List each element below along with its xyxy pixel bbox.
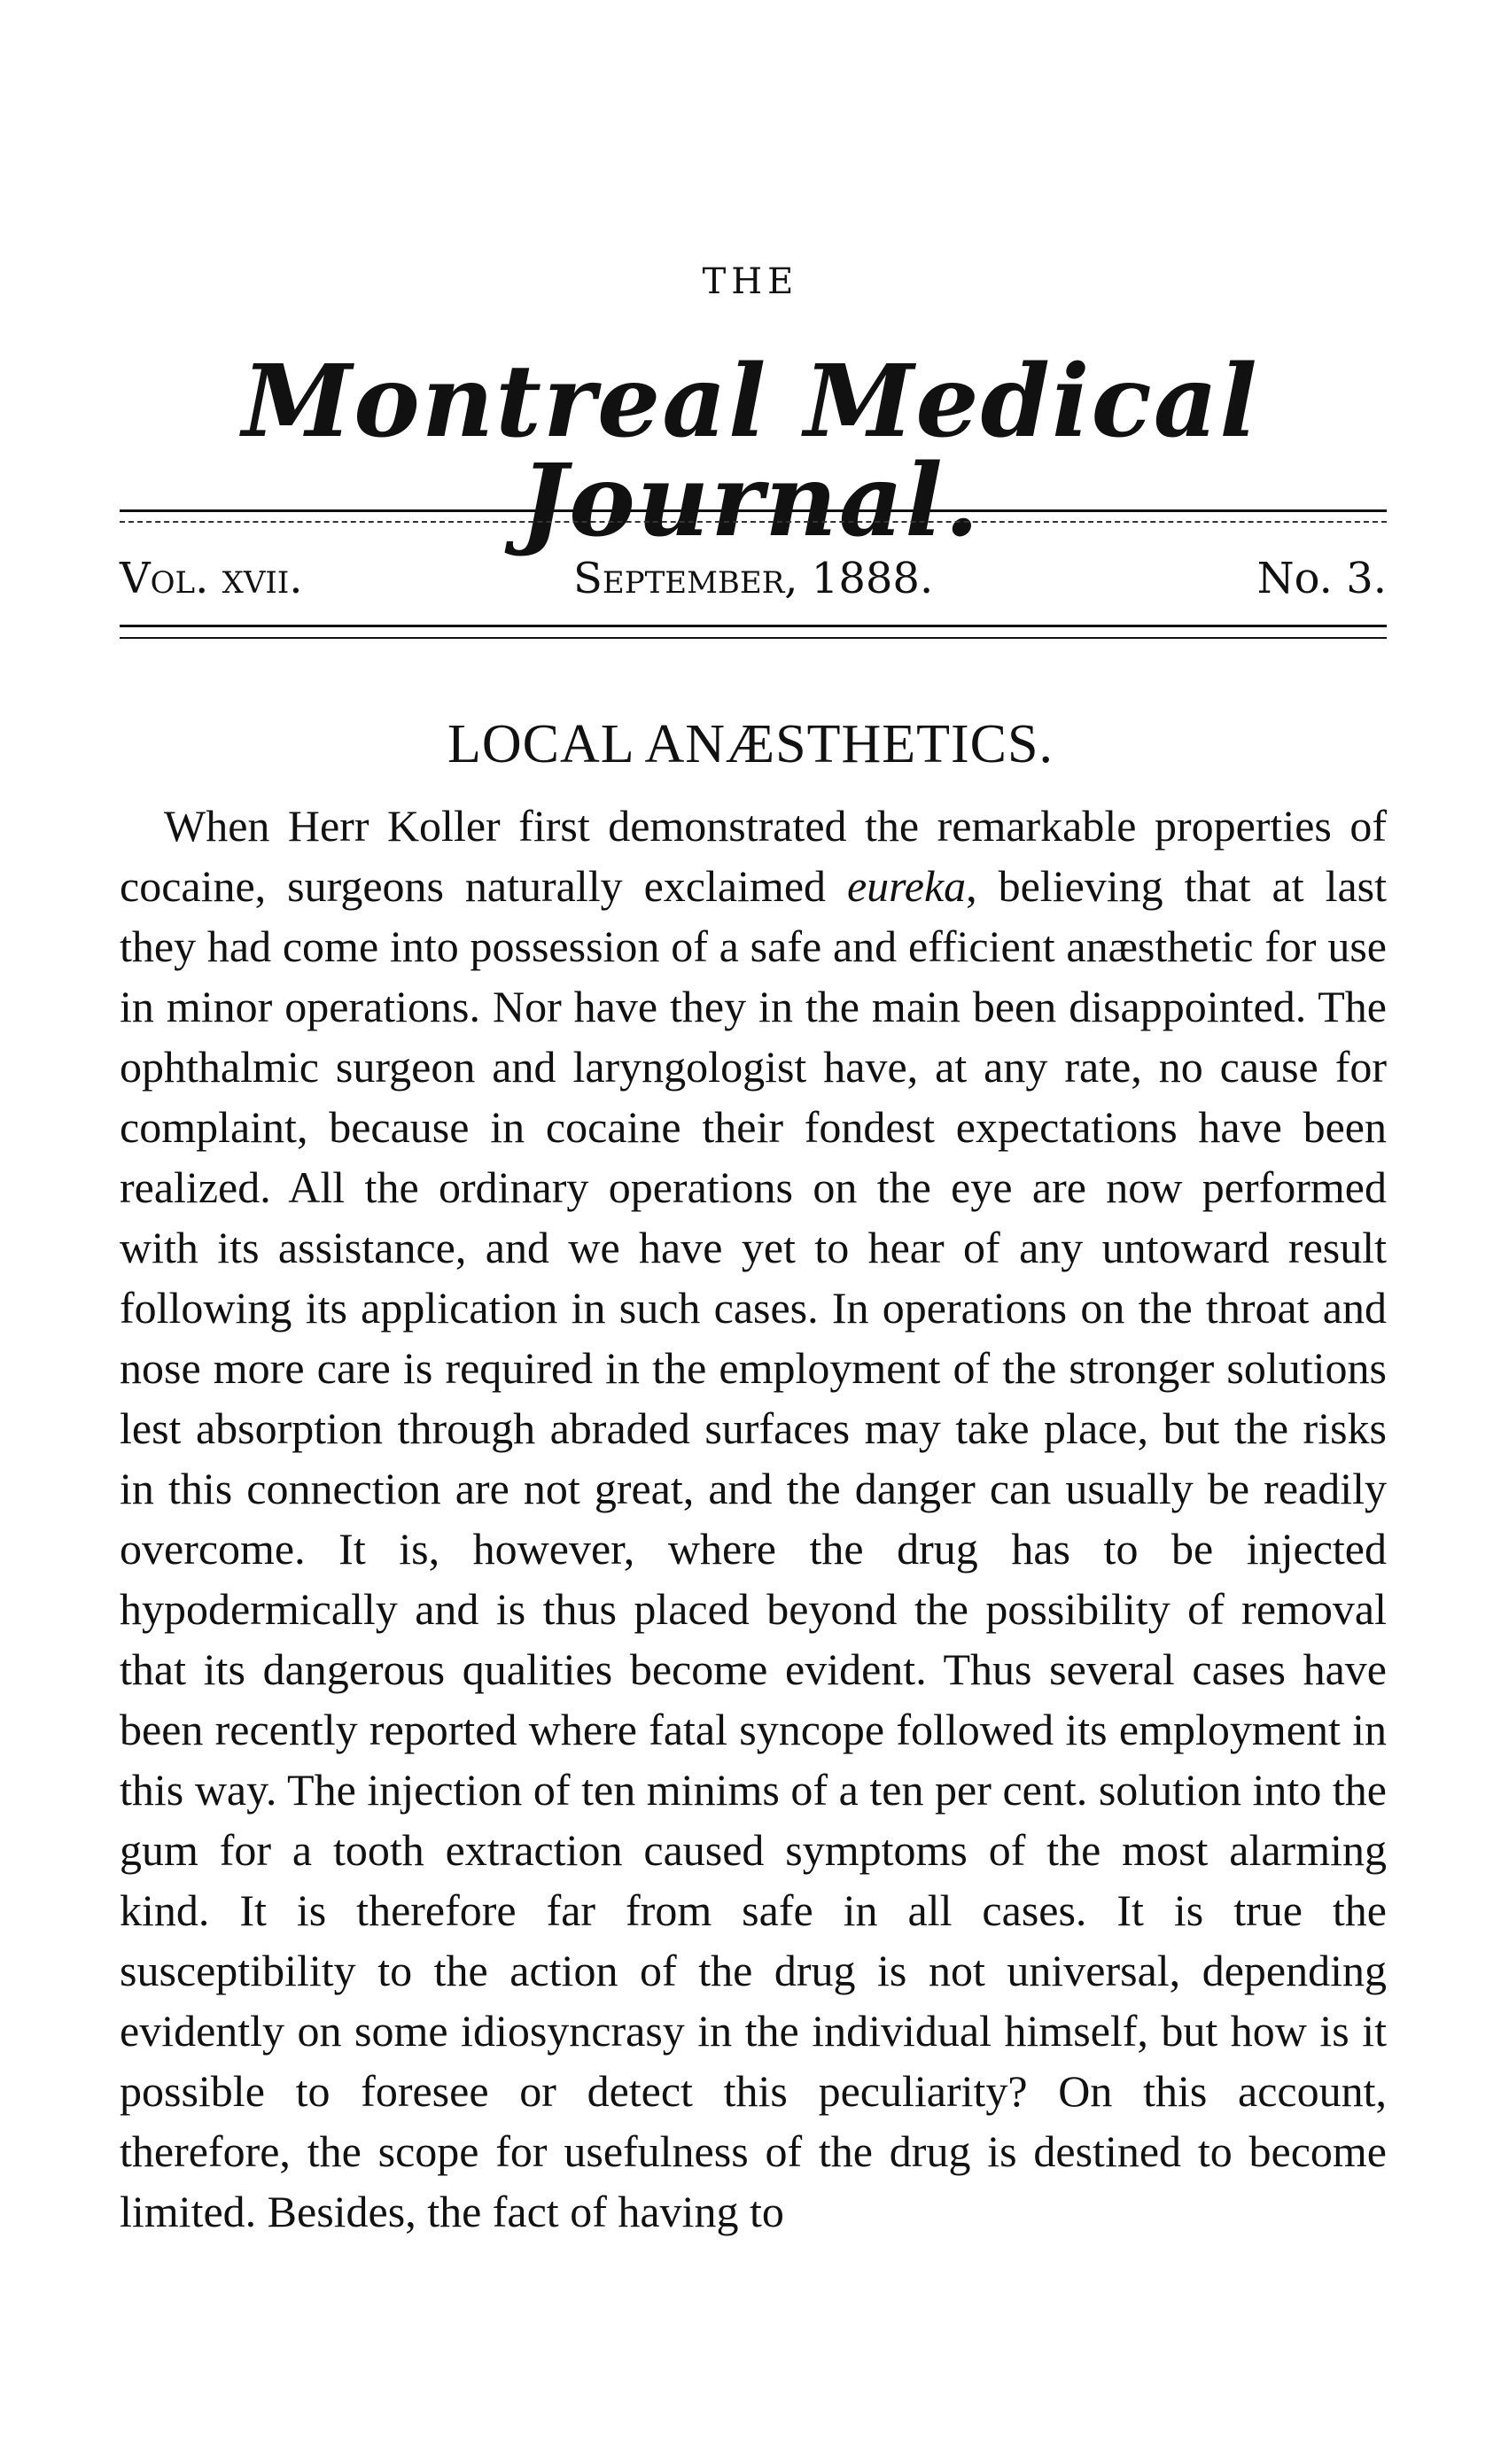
paragraph-text-start: When Herr Koller first demonstrated the remarkable properties of cocaine, surgeons naturally exclaimed	[120, 801, 1387, 911]
volume-label: Vol. xvii.	[120, 554, 303, 603]
top-dashed-rule	[120, 521, 1387, 523]
journal-masthead: Montreal Medical Journal.	[242, 344, 1259, 559]
article-paragraph	[120, 796, 1387, 2242]
article-body	[120, 796, 1387, 2242]
article-title: LOCAL ANÆSTHETICS.	[447, 714, 1054, 774]
bottom-rule	[120, 625, 1387, 627]
emphasis-eureka: eureka	[846, 861, 967, 911]
issue-date: September, 1888.	[573, 554, 934, 603]
issue-line	[120, 554, 1387, 607]
issue-number: No. 3.	[1256, 554, 1387, 603]
bottom-double-rule	[120, 637, 1387, 639]
masthead-kicker: THE	[702, 261, 799, 302]
top-rule	[120, 509, 1387, 512]
paragraph-text-rest: , believing that at last they had come into possession of a safe and efficient anæsthetic for use in minor operations. Nor have they in the main been disappointed. The ophthalmic surgeon and laryngologist have, at any rate, no cause for complaint, because in cocaine their fondest expectations have been realized. All the ordinary operations on the eye are now performed with its assistance, and we have yet to hear of any untoward result following its application in such cases. In operations on the throat and nose more care is required in the employment of the stronger solutions lest absorption through abraded surfaces may take place, but the risks in this connection are not great, and the danger can usually be readily overcome. It is, however, where the drug has to be injected hypodermically and is thus placed beyond the possibility of removal that its dangerous qualities become evident. Thus several cases have been recently reported where fatal syncope followed its employment in this way. The injection of ten minims of a ten per cent. solution into the gum for a tooth extraction caused symptoms of the most alarming kind. It is therefore far from safe in all cases. It is true the susceptibility to the action of the drug is not universal, depending evidently on some idiosyncrasy in the individual himself, but how is it possible to foresee or detect this peculiarity? On this account, therefore, the scope for usefulness of the drug is destined to become limited. Besides, the fact of having to	[120, 861, 1387, 2236]
